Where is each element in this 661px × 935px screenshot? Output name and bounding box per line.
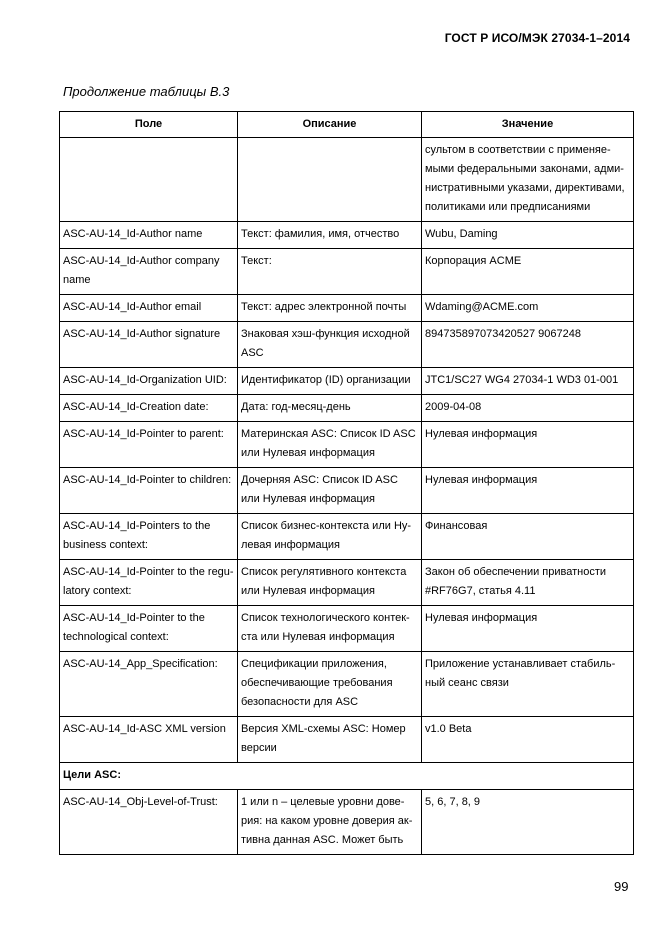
cell-description <box>238 717 422 763</box>
cell-description <box>238 560 422 606</box>
cell-line: ASC-AU-14_Id-Author company <box>63 255 220 267</box>
cell-line: тивна данная ASC. Может быть <box>241 834 404 846</box>
cell-value <box>422 606 634 652</box>
cell-line: business context: <box>63 539 148 551</box>
cell-line: Корпорация ACME <box>425 255 522 267</box>
table-row <box>60 368 634 395</box>
table-row <box>60 395 634 422</box>
table-row <box>60 322 634 368</box>
cell-line: Идентификатор (ID) организации <box>241 374 411 386</box>
cell-value <box>422 368 634 395</box>
cell-line: ASC-AU-14_Id-Author name <box>63 228 203 240</box>
cell-value <box>422 222 634 249</box>
table-row <box>60 606 634 652</box>
cell-line: обеспечивающие требования <box>241 677 393 689</box>
cell-line: Спецификации приложения, <box>241 658 387 670</box>
cell-line: ASC-AU-14_Id-Creation date: <box>63 401 209 413</box>
cell-line: ASC <box>241 347 264 359</box>
cell-line: technological context: <box>63 631 169 643</box>
cell-line: Приложение устанавливает стабиль- <box>425 658 616 670</box>
cell-line: политиками или предписаниями <box>425 201 591 213</box>
cell-line: Нулевая информация <box>425 474 538 486</box>
cell-line: Wdaming@ACME.com <box>425 301 539 313</box>
table-row <box>60 717 634 763</box>
cell-description <box>238 652 422 717</box>
cell-description <box>238 395 422 422</box>
cell-line: ASC-AU-14_Id-Pointer to the <box>63 612 205 624</box>
cell-line: Список регулятивного контекста <box>241 566 407 578</box>
cell-line: 1 или n – целевые уровни дове- <box>241 796 405 808</box>
cell-field <box>60 368 238 395</box>
cell-line: мыми федеральными законами, адми- <box>425 163 624 175</box>
cell-line: Нулевая информация <box>425 428 538 440</box>
cell-line: ASC-AU-14_Id-Organization UID: <box>63 374 227 386</box>
section-title: Цели ASC: <box>60 763 634 790</box>
table-row <box>60 560 634 606</box>
cell-line: безопасности для ASC <box>241 696 359 708</box>
cell-line: ASC-AU-14_Id-Pointer to children: <box>63 474 232 486</box>
cell-value <box>422 790 634 855</box>
cell-description <box>238 468 422 514</box>
cell-value <box>422 717 634 763</box>
cell-line: или Нулевая информация <box>241 447 375 459</box>
cell-line: Список бизнес-контекста или Ну- <box>241 520 412 532</box>
cell-value <box>422 514 634 560</box>
table-row <box>60 514 634 560</box>
cell-field <box>60 514 238 560</box>
cell-description <box>238 790 422 855</box>
cell-line: версии <box>241 742 277 754</box>
cell-line: ASC-AU-14_App_Specification: <box>63 658 218 670</box>
cell-field <box>60 468 238 514</box>
cell-value <box>422 295 634 322</box>
cell-field <box>60 295 238 322</box>
cell-line: ASC-AU-14_Id-Author signature <box>63 328 221 340</box>
cell-description <box>238 295 422 322</box>
section-row <box>60 763 634 790</box>
cell-value <box>422 138 634 222</box>
cell-line: name <box>63 274 91 286</box>
cell-value <box>422 395 634 422</box>
page-number: 99 <box>614 879 629 894</box>
cell-value <box>422 322 634 368</box>
cell-description <box>238 249 422 295</box>
cell-line: нистративными указами, директивами, <box>425 182 625 194</box>
cell-line: ASC-AU-14_Id-Pointer to parent: <box>63 428 224 440</box>
table-row <box>60 422 634 468</box>
cell-value <box>422 249 634 295</box>
cell-line: 5, 6, 7, 8, 9 <box>425 796 481 808</box>
cell-line: JTC1/SC27 WG4 27034-1 WD3 01-001 <box>425 374 619 386</box>
cell-field <box>60 249 238 295</box>
column-header-field: Поле <box>60 112 238 138</box>
cell-line: Дата: год-месяц-день <box>241 401 351 413</box>
cell-description <box>238 422 422 468</box>
cell-field <box>60 138 238 222</box>
cell-description <box>238 606 422 652</box>
cell-field <box>60 322 238 368</box>
cell-field <box>60 422 238 468</box>
cell-line: latory context: <box>63 585 132 597</box>
cell-line: Финансовая <box>425 520 488 532</box>
cell-line: 2009-04-08 <box>425 401 482 413</box>
cell-line: Текст: фамилия, имя, отчество <box>241 228 400 240</box>
cell-line: 894735897073420527 9067248 <box>425 328 581 340</box>
cell-description <box>238 138 422 222</box>
table-header-row <box>60 112 634 138</box>
cell-line: ста или Нулевая информация <box>241 631 395 643</box>
cell-line: рия: на каком уровне доверия ак- <box>241 815 413 827</box>
cell-line: Wubu, Daming <box>425 228 498 240</box>
cell-value <box>422 468 634 514</box>
column-header-value: Значение <box>422 112 634 138</box>
table-caption: Продолжение таблицы В.3 <box>63 84 230 99</box>
cell-line: Материнская ASC: Список ID ASC <box>241 428 416 440</box>
cell-line: сультом в соответствии с применяе- <box>425 144 611 156</box>
table-row <box>60 295 634 322</box>
table-row <box>60 222 634 249</box>
table-row <box>60 790 634 855</box>
cell-line: Знаковая хэш-функция исходной <box>241 328 410 340</box>
cell-line: v1.0 Beta <box>425 723 472 735</box>
cell-description <box>238 322 422 368</box>
column-header-description: Описание <box>238 112 422 138</box>
cell-description <box>238 222 422 249</box>
cell-line: левая информация <box>241 539 340 551</box>
cell-line: Нулевая информация <box>425 612 538 624</box>
cell-line: или Нулевая информация <box>241 585 375 597</box>
cell-line: Текст: <box>241 255 272 267</box>
table-row <box>60 468 634 514</box>
document-header: ГОСТ Р ИСО/МЭК 27034-1–2014 <box>444 31 630 45</box>
cell-line: ASC-AU-14_Id-Pointers to the <box>63 520 211 532</box>
cell-line: Версия XML-схемы ASC: Номер <box>241 723 406 735</box>
cell-value <box>422 560 634 606</box>
cell-field <box>60 560 238 606</box>
table-row-continuation <box>60 138 634 222</box>
cell-field <box>60 395 238 422</box>
cell-line: или Нулевая информация <box>241 493 375 505</box>
cell-line: Список технологического контек- <box>241 612 410 624</box>
table-row <box>60 652 634 717</box>
cell-line: Текст: адрес электронной почты <box>241 301 407 313</box>
cell-value <box>422 422 634 468</box>
cell-line: #RF76G7, статья 4.11 <box>425 585 536 597</box>
cell-value <box>422 652 634 717</box>
cell-field <box>60 717 238 763</box>
cell-line: ный сеанс связи <box>425 677 509 689</box>
cell-field <box>60 652 238 717</box>
cell-description <box>238 514 422 560</box>
cell-field <box>60 222 238 249</box>
cell-line: ASC-AU-14_Id-Author email <box>63 301 202 313</box>
cell-line: ASC-AU-14_Obj-Level-of-Trust: <box>63 796 218 808</box>
cell-field <box>60 606 238 652</box>
cell-line: ASC-AU-14_Id-ASC XML version <box>63 723 226 735</box>
cell-field <box>60 790 238 855</box>
cell-line: ASC-AU-14_Id-Pointer to the regu- <box>63 566 234 578</box>
data-table <box>59 111 634 855</box>
cell-description <box>238 368 422 395</box>
table-row <box>60 249 634 295</box>
cell-line: Дочерняя ASC: Список ID ASC <box>241 474 398 486</box>
cell-line: Закон об обеспечении приватности <box>425 566 607 578</box>
